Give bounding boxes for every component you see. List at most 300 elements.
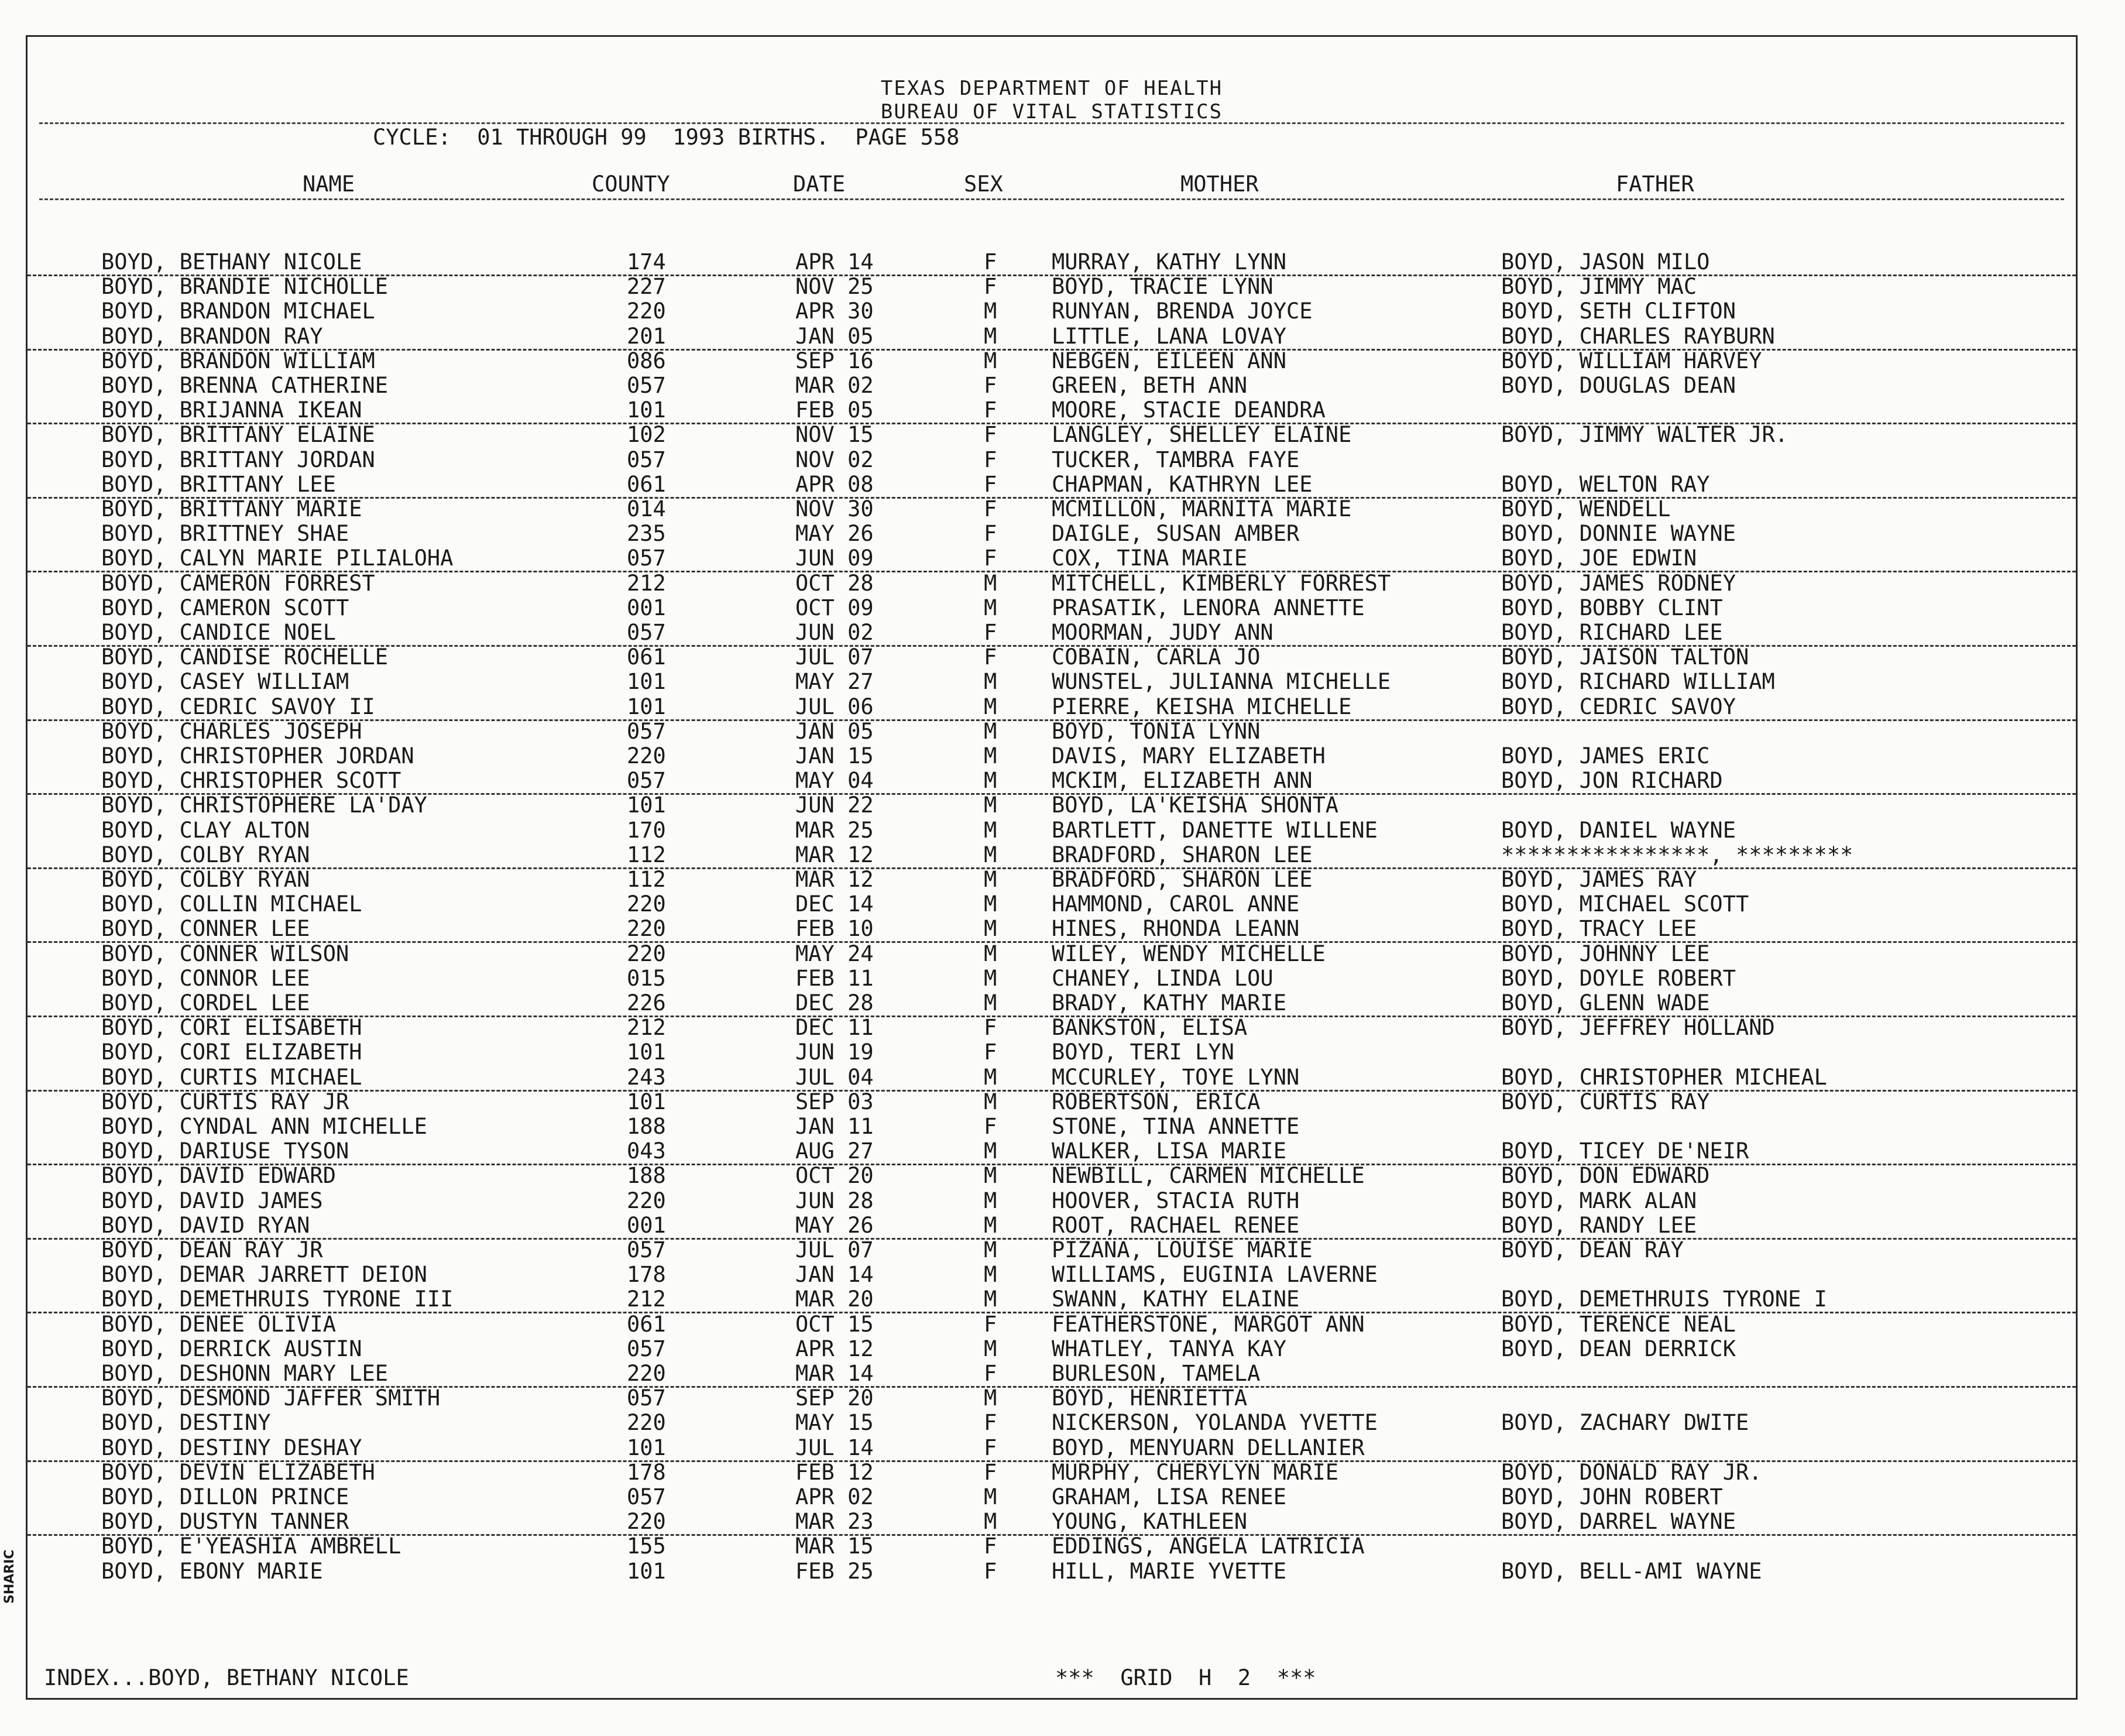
cell-mother: BRADFORD, SHARON LEE: [1052, 867, 1313, 892]
cell-mother: FEATHERSTONE, MARGOT ANN: [1052, 1311, 1365, 1337]
cell-sex: M: [984, 1262, 997, 1288]
cell-date: APR 02: [795, 1484, 874, 1509]
bureau-title: BUREAU OF VITAL STATISTICS: [880, 100, 1223, 123]
cell-name: BOYD, COLBY RYAN: [101, 867, 310, 892]
cell-mother: BANKSTON, ELISA: [1052, 1015, 1248, 1041]
cell-date: MAY 15: [795, 1410, 874, 1436]
side-label: SHARIC: [2, 1549, 17, 1604]
cell-date: NOV 25: [795, 274, 874, 300]
cell-name: BOYD, CONNOR LEE: [101, 965, 310, 991]
cell-name: BOYD, BRIJANNA IKEAN: [101, 397, 362, 423]
cell-sex: F: [984, 422, 997, 448]
cell-county: 220: [627, 916, 666, 942]
table-row: [28, 867, 2076, 892]
cell-county: 101: [627, 1435, 666, 1460]
cell-date: OCT 20: [795, 1163, 874, 1189]
cell-mother: MOORMAN, JUDY ANN: [1052, 620, 1273, 645]
cell-mother: MCMILLON, MARNITA MARIE: [1052, 496, 1352, 522]
cell-father: BOYD, RICHARD WILLIAM: [1501, 669, 1775, 695]
cell-date: JUL 06: [795, 694, 874, 719]
cell-county: 235: [627, 521, 666, 547]
cell-name: BOYD, BRITTANY JORDAN: [101, 447, 375, 472]
cell-sex: F: [984, 397, 997, 423]
cell-date: MAR 15: [795, 1533, 874, 1559]
table-row: [28, 991, 2076, 1017]
cell-mother: HOOVER, STACIA RUTH: [1052, 1188, 1300, 1213]
cell-name: BOYD, CURTIS RAY JR: [101, 1089, 349, 1114]
cell-county: 001: [627, 1212, 666, 1238]
cell-name: BOYD, CYNDAL ANN MICHELLE: [101, 1114, 427, 1139]
cell-father: BOYD, MARK ALAN: [1501, 1188, 1697, 1213]
table-row: [28, 1485, 2076, 1509]
cell-mother: NICKERSON, YOLANDA YVETTE: [1052, 1410, 1378, 1436]
cell-mother: WHATLEY, TANYA KAY: [1052, 1336, 1286, 1361]
cell-date: JUL 07: [795, 644, 874, 670]
table-row: [28, 497, 2076, 522]
cell-date: MAR 23: [795, 1509, 874, 1535]
cell-sex: M: [984, 348, 997, 373]
cell-name: BOYD, BRITTANY LEE: [101, 471, 336, 497]
cell-county: 057: [627, 1484, 666, 1509]
cell-county: 220: [627, 1509, 666, 1535]
cell-sex: M: [984, 768, 997, 794]
cell-sex: F: [984, 1558, 997, 1584]
cell-date: JUN 02: [795, 620, 874, 645]
cell-mother: RUNYAN, BRENDA JOYCE: [1052, 299, 1313, 324]
cell-county: 057: [627, 1385, 666, 1411]
table-row: [28, 1040, 2076, 1065]
cell-father: BOYD, MICHAEL SCOTT: [1501, 891, 1749, 917]
cell-date: JUL 07: [795, 1237, 874, 1262]
cell-sex: M: [984, 817, 997, 843]
table-row: [28, 423, 2076, 447]
cell-mother: HAMMOND, CAROL ANNE: [1052, 891, 1300, 917]
cell-county: 178: [627, 1459, 666, 1485]
cell-sex: M: [984, 1212, 997, 1238]
table-row: [28, 1213, 2076, 1240]
birth-records-table: [28, 37, 2076, 1698]
cell-sex: M: [984, 867, 997, 892]
cell-mother: NEWBILL, CARMEN MICHELLE: [1052, 1163, 1365, 1189]
table-row: [28, 398, 2076, 424]
cell-date: OCT 28: [795, 570, 874, 596]
cell-father: BOYD, SETH CLIFTON: [1501, 299, 1736, 324]
cell-mother: MCCURLEY, TOYE LYNN: [1052, 1064, 1300, 1090]
cell-mother: ROOT, RACHAEL RENEE: [1052, 1212, 1300, 1238]
cell-county: 201: [627, 323, 666, 349]
cell-name: BOYD, CHRISTOPHER JORDAN: [101, 743, 414, 768]
cell-sex: F: [984, 1410, 997, 1436]
cell-mother: BRADY, KATHY MARIE: [1052, 990, 1286, 1015]
cell-sex: M: [984, 1138, 997, 1164]
table-row: [28, 1534, 2076, 1559]
column-header-county: COUNTY: [592, 171, 670, 197]
cell-date: SEP 16: [795, 348, 874, 373]
cell-name: BOYD, DEAN RAY JR: [101, 1237, 323, 1262]
cell-father: BOYD, JAMES RODNEY: [1501, 570, 1736, 596]
table-row: [28, 695, 2076, 721]
cell-father: BOYD, RANDY LEE: [1501, 1212, 1697, 1238]
cell-name: BOYD, DUSTYN TANNER: [101, 1509, 349, 1535]
cell-name: BOYD, CALYN MARIE PILIALOHA: [101, 545, 454, 571]
cell-father: BOYD, DEAN DERRICK: [1501, 1336, 1736, 1361]
cell-county: 174: [627, 249, 666, 275]
cell-sex: M: [984, 990, 997, 1015]
cell-father: BOYD, CHARLES RAYBURN: [1501, 323, 1775, 349]
cell-county: 220: [627, 1410, 666, 1436]
cell-county: 061: [627, 1311, 666, 1337]
cell-county: 061: [627, 471, 666, 497]
cell-county: 178: [627, 1262, 666, 1288]
cell-mother: WILLIAMS, EUGINIA LAVERNE: [1052, 1262, 1378, 1288]
cell-mother: COX, TINA MARIE: [1052, 545, 1248, 571]
cell-mother: CHAPMAN, KATHRYN LEE: [1052, 471, 1313, 497]
cell-county: 057: [627, 620, 666, 645]
table-row: [28, 793, 2076, 818]
cell-father: BOYD, JOE EDWIN: [1501, 545, 1697, 571]
cell-date: APR 30: [795, 299, 874, 324]
cell-name: BOYD, DESTINY DESHAY: [101, 1435, 362, 1460]
table-row: [28, 1386, 2076, 1411]
table-row: [28, 472, 2076, 499]
cell-father: BOYD, TERENCE NEAL: [1501, 1311, 1736, 1337]
table-row: [28, 768, 2076, 795]
table-row: [28, 324, 2076, 351]
cell-father: BOYD, DOUGLAS DEAN: [1501, 373, 1736, 398]
cell-mother: MURPHY, CHERYLYN MARIE: [1052, 1459, 1339, 1485]
cell-father: BOYD, JAMES RAY: [1501, 867, 1697, 892]
cell-name: BOYD, DAVID JAMES: [101, 1188, 323, 1213]
cell-father: BOYD, DON EDWARD: [1501, 1163, 1710, 1189]
cell-date: MAY 27: [795, 669, 874, 695]
cell-sex: F: [984, 521, 997, 547]
cell-mother: LITTLE, LANA LOVAY: [1052, 323, 1286, 349]
cell-mother: PRASATIK, LENORA ANNETTE: [1052, 595, 1365, 620]
cell-name: BOYD, DEMETHRUIS TYRONE III: [101, 1286, 454, 1312]
cell-sex: F: [984, 447, 997, 472]
cell-county: 112: [627, 867, 666, 892]
table-row: [28, 250, 2076, 276]
cell-name: BOYD, COLBY RYAN: [101, 842, 310, 867]
cell-mother: STONE, TINA ANNETTE: [1052, 1114, 1300, 1139]
cell-name: BOYD, COLLIN MICHAEL: [101, 891, 362, 917]
cell-date: JAN 05: [795, 323, 874, 349]
cell-sex: F: [984, 471, 997, 497]
cell-mother: MCKIM, ELIZABETH ANN: [1052, 768, 1313, 794]
cell-county: 220: [627, 1188, 666, 1213]
cell-county: 170: [627, 817, 666, 843]
cell-mother: PIZANA, LOUISE MARIE: [1052, 1237, 1313, 1262]
cell-mother: EDDINGS, ANGELA LATRICIA: [1052, 1533, 1365, 1559]
cell-father: BOYD, DARREL WAYNE: [1501, 1509, 1736, 1535]
table-row: [28, 1114, 2076, 1139]
cell-sex: F: [984, 1435, 997, 1460]
table-row: [28, 1189, 2076, 1213]
column-header-name: NAME: [303, 171, 355, 197]
cell-mother: WUNSTEL, JULIANNA MICHELLE: [1052, 669, 1391, 695]
table-row: [28, 596, 2076, 620]
table-row: [28, 349, 2076, 373]
table-row: [28, 719, 2076, 744]
cell-county: 014: [627, 496, 666, 522]
cell-sex: M: [984, 718, 997, 744]
table-row: [28, 1436, 2076, 1462]
cell-mother: NEBGEN, EILEEN ANN: [1052, 348, 1286, 373]
cell-sex: M: [984, 842, 997, 867]
cell-name: BOYD, DEMAR JARRETT DEION: [101, 1262, 427, 1288]
cell-county: 101: [627, 397, 666, 423]
cell-mother: BURLESON, TAMELA: [1052, 1361, 1261, 1386]
cell-sex: M: [984, 1336, 997, 1361]
cell-name: BOYD, DAVID RYAN: [101, 1212, 310, 1238]
cell-name: BOYD, DENEE OLIVIA: [101, 1311, 336, 1337]
cell-date: SEP 03: [795, 1089, 874, 1114]
cell-county: 155: [627, 1533, 666, 1559]
cell-mother: BARTLETT, DANETTE WILLENE: [1052, 817, 1378, 843]
cell-mother: BOYD, HENRIETTA: [1052, 1385, 1248, 1411]
cell-date: OCT 09: [795, 595, 874, 620]
cell-name: BOYD, CONNER LEE: [101, 916, 310, 942]
cell-county: 057: [627, 1237, 666, 1262]
cell-name: BOYD, CORI ELISABETH: [101, 1015, 362, 1041]
cell-sex: F: [984, 1015, 997, 1041]
cell-county: 220: [627, 299, 666, 324]
cell-county: 061: [627, 644, 666, 670]
cell-mother: TUCKER, TAMBRA FAYE: [1052, 447, 1300, 472]
cell-county: 101: [627, 1039, 666, 1065]
cell-sex: F: [984, 1459, 997, 1485]
cell-date: NOV 30: [795, 496, 874, 522]
cell-name: BOYD, CURTIS MICHAEL: [101, 1064, 362, 1090]
cell-father: BOYD, JOHNNY LEE: [1501, 941, 1710, 966]
cell-father: BOYD, DEAN RAY: [1501, 1237, 1684, 1262]
cell-sex: F: [984, 373, 997, 398]
cell-county: 101: [627, 1558, 666, 1584]
cell-mother: DAVIS, MARY ELIZABETH: [1052, 743, 1326, 768]
cell-date: JAN 11: [795, 1114, 874, 1139]
cell-sex: M: [984, 1385, 997, 1411]
cell-county: 227: [627, 274, 666, 300]
table-row: [28, 1139, 2076, 1165]
cell-name: BOYD, BRANDON MICHAEL: [101, 299, 375, 324]
cell-father: BOYD, RICHARD LEE: [1501, 620, 1723, 645]
grid-footer: *** GRID H 2 ***: [1055, 1665, 1316, 1690]
cell-father: BOYD, GLENN WADE: [1501, 990, 1710, 1015]
cell-mother: COBAIN, CARLA JO: [1052, 644, 1261, 670]
table-row: [28, 670, 2076, 694]
cell-sex: F: [984, 274, 997, 300]
table-row: [28, 1559, 2076, 1584]
cell-date: FEB 11: [795, 965, 874, 991]
table-row: [28, 645, 2076, 670]
cell-name: BOYD, BETHANY NICOLE: [101, 249, 362, 275]
cell-father: BOYD, JOHN ROBERT: [1501, 1484, 1723, 1509]
cell-mother: YOUNG, KATHLEEN: [1052, 1509, 1248, 1535]
cell-name: BOYD, CASEY WILLIAM: [101, 669, 349, 695]
cell-sex: F: [984, 644, 997, 670]
table-row: [28, 942, 2076, 966]
cell-date: DEC 14: [795, 891, 874, 917]
agency-title: TEXAS DEPARTMENT OF HEALTH: [880, 77, 1223, 100]
cell-name: BOYD, DESMOND JAFFER SMITH: [101, 1385, 441, 1411]
cell-county: 057: [627, 768, 666, 794]
cell-date: APR 12: [795, 1336, 874, 1361]
table-row: [28, 917, 2076, 943]
cell-mother: ROBERTSON, ERICA: [1052, 1089, 1261, 1114]
cell-date: MAR 20: [795, 1286, 874, 1312]
cell-name: BOYD, CAMERON SCOTT: [101, 595, 349, 620]
cell-date: AUG 27: [795, 1138, 874, 1164]
cell-name: BOYD, CANDISE ROCHELLE: [101, 644, 389, 670]
cell-name: BOYD, BRENNA CATHERINE: [101, 373, 389, 398]
cell-sex: F: [984, 496, 997, 522]
cell-sex: F: [984, 1311, 997, 1337]
table-row: [28, 620, 2076, 647]
cell-father: BOYD, JON RICHARD: [1501, 768, 1723, 794]
table-row: [28, 1164, 2076, 1188]
cell-name: BOYD, BRANDON RAY: [101, 323, 323, 349]
cell-date: OCT 15: [795, 1311, 874, 1337]
cell-county: 015: [627, 965, 666, 991]
cell-date: MAR 12: [795, 867, 874, 892]
cell-mother: WALKER, LISA MARIE: [1052, 1138, 1286, 1164]
cell-name: BOYD, BRITTNEY SHAE: [101, 521, 349, 547]
cell-mother: BOYD, TRACIE LYNN: [1052, 274, 1273, 300]
cell-county: 112: [627, 842, 666, 867]
cell-county: 057: [627, 545, 666, 571]
cell-sex: F: [984, 249, 997, 275]
cell-sex: M: [984, 1163, 997, 1189]
cell-date: SEP 20: [795, 1385, 874, 1411]
cell-mother: DAIGLE, SUSAN AMBER: [1052, 521, 1300, 547]
cell-county: 243: [627, 1064, 666, 1090]
cell-sex: M: [984, 669, 997, 695]
cell-county: 086: [627, 348, 666, 373]
cell-date: MAR 14: [795, 1361, 874, 1386]
cell-sex: M: [984, 570, 997, 596]
cell-date: JAN 05: [795, 718, 874, 744]
cell-father: BOYD, WELTON RAY: [1501, 471, 1710, 497]
cell-mother: MITCHELL, KIMBERLY FORREST: [1052, 570, 1391, 596]
cell-mother: GREEN, BETH ANN: [1052, 373, 1248, 398]
cell-mother: WILEY, WENDY MICHELLE: [1052, 941, 1326, 966]
cell-county: 057: [627, 718, 666, 744]
cell-father: BOYD, BOBBY CLINT: [1501, 595, 1723, 620]
cell-mother: BOYD, MENYUARN DELLANIER: [1052, 1435, 1365, 1460]
cell-sex: M: [984, 299, 997, 324]
cell-date: JAN 15: [795, 743, 874, 768]
cell-date: MAY 26: [795, 1212, 874, 1238]
cell-sex: M: [984, 1286, 997, 1312]
cell-name: BOYD, CHRISTOPHER SCOTT: [101, 768, 401, 794]
cell-sex: M: [984, 1509, 997, 1535]
cell-date: FEB 05: [795, 397, 874, 423]
table-row: [28, 522, 2076, 546]
cell-county: 101: [627, 694, 666, 719]
cell-county: 188: [627, 1163, 666, 1189]
table-row: [28, 275, 2076, 299]
cell-sex: F: [984, 1533, 997, 1559]
cell-sex: M: [984, 1089, 997, 1114]
table-row: [28, 966, 2076, 991]
cell-sex: M: [984, 694, 997, 719]
cell-sex: M: [984, 743, 997, 768]
cell-sex: F: [984, 620, 997, 645]
cell-name: BOYD, CHRISTOPHERE LA'DAY: [101, 792, 427, 818]
cell-father: BOYD, ZACHARY DWITE: [1501, 1410, 1749, 1436]
cell-father: BOYD, JAMES ERIC: [1501, 743, 1710, 768]
cell-county: 212: [627, 1015, 666, 1041]
cell-father: BOYD, DANIEL WAYNE: [1501, 817, 1736, 843]
cell-mother: BOYD, TONIA LYNN: [1052, 718, 1261, 744]
cell-sex: M: [984, 1484, 997, 1509]
cell-sex: M: [984, 1064, 997, 1090]
cell-mother: HILL, MARIE YVETTE: [1052, 1558, 1286, 1584]
cell-county: 188: [627, 1114, 666, 1139]
cell-date: MAR 02: [795, 373, 874, 398]
cell-sex: F: [984, 1361, 997, 1386]
cell-date: MAR 25: [795, 817, 874, 843]
cell-county: 101: [627, 1089, 666, 1114]
cell-date: DEC 11: [795, 1015, 874, 1041]
column-header-mother: MOTHER: [1180, 171, 1259, 197]
cell-date: MAY 24: [795, 941, 874, 966]
cell-county: 057: [627, 373, 666, 398]
cell-name: BOYD, DAVID EDWARD: [101, 1163, 336, 1189]
cell-date: JUN 09: [795, 545, 874, 571]
cell-date: MAY 04: [795, 768, 874, 794]
table-row: [28, 1015, 2076, 1040]
cell-name: BOYD, DILLON PRINCE: [101, 1484, 349, 1509]
cell-county: 220: [627, 743, 666, 768]
cell-sex: M: [984, 1237, 997, 1262]
cell-county: 212: [627, 1286, 666, 1312]
table-row: [28, 1411, 2076, 1435]
cell-mother: SWANN, KATHY ELAINE: [1052, 1286, 1300, 1312]
table-row: [28, 1460, 2076, 1485]
cell-county: 212: [627, 570, 666, 596]
table-row: [28, 448, 2076, 472]
column-header-date: DATE: [793, 171, 846, 197]
cell-date: JUL 04: [795, 1064, 874, 1090]
cell-father: BOYD, DONALD RAY JR.: [1501, 1459, 1762, 1485]
cell-date: NOV 02: [795, 447, 874, 472]
cell-sex: M: [984, 595, 997, 620]
cell-name: BOYD, CANDICE NOEL: [101, 620, 336, 645]
table-row: [28, 892, 2076, 917]
cell-name: BOYD, CORDEL LEE: [101, 990, 310, 1015]
cell-date: FEB 10: [795, 916, 874, 942]
cell-date: JUL 14: [795, 1435, 874, 1460]
table-row: [28, 1262, 2076, 1287]
cell-name: BOYD, CONNER WILSON: [101, 941, 349, 966]
table-row: [28, 546, 2076, 572]
cell-sex: M: [984, 1188, 997, 1213]
table-row: [28, 373, 2076, 398]
cell-sex: M: [984, 891, 997, 917]
cell-name: BOYD, DESHONN MARY LEE: [101, 1361, 389, 1386]
cell-date: NOV 15: [795, 422, 874, 448]
cell-name: BOYD, CEDRIC SAVOY II: [101, 694, 375, 719]
cell-name: BOYD, DESTINY: [101, 1410, 271, 1436]
cell-date: JUN 19: [795, 1039, 874, 1065]
cell-mother: CHANEY, LINDA LOU: [1052, 965, 1273, 991]
cell-date: MAR 12: [795, 842, 874, 867]
column-header-sex: SEX: [964, 171, 1003, 197]
table-row: [28, 1312, 2076, 1337]
cell-mother: HINES, RHONDA LEANN: [1052, 916, 1300, 942]
cell-father: BOYD, WILLIAM HARVEY: [1501, 348, 1762, 373]
